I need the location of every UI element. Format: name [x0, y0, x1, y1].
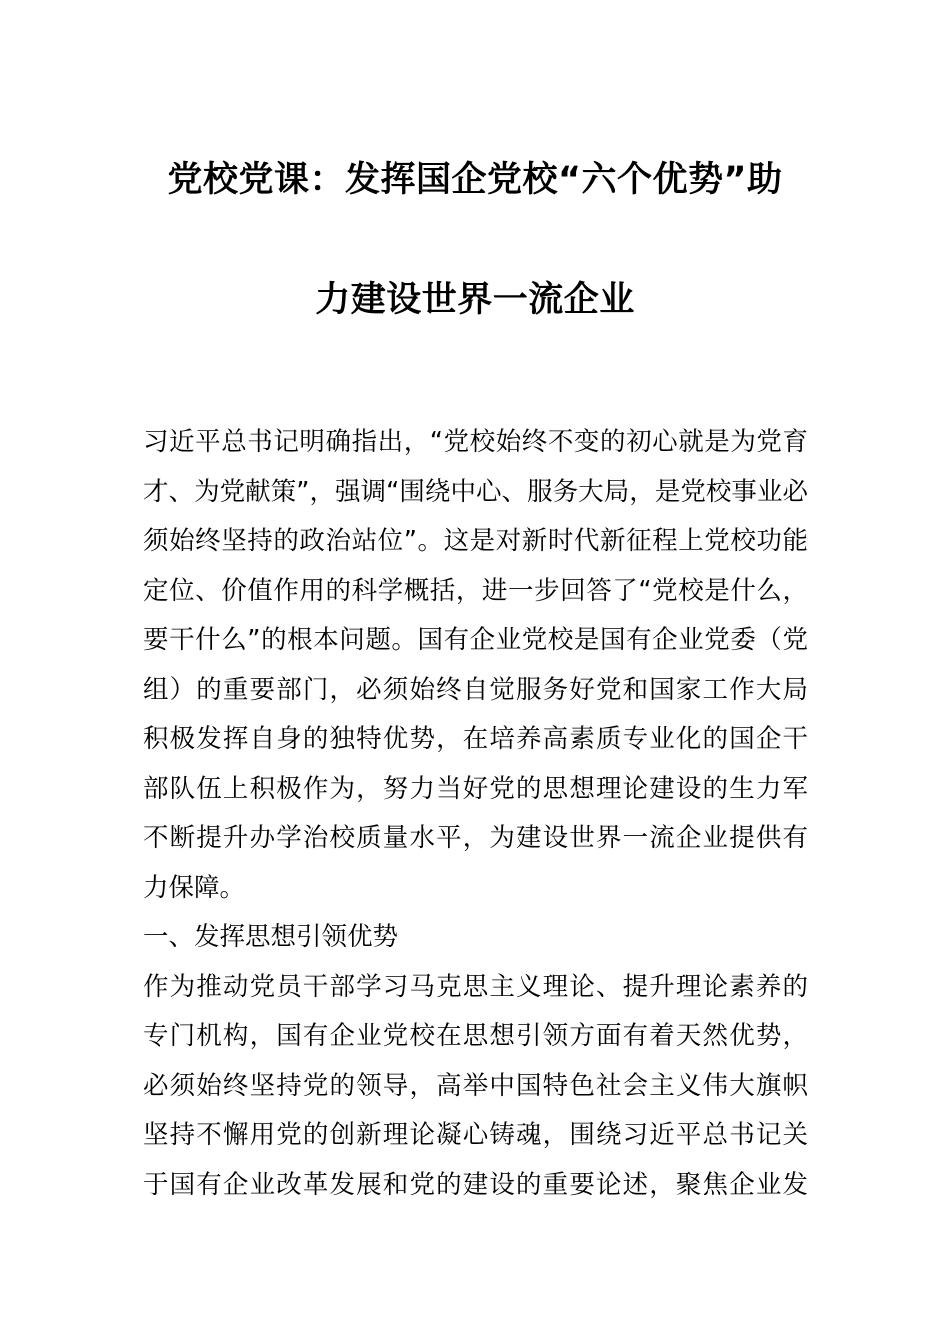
body-line: 定位、价值作用的科学概括，进一步回答了“党校是什么，	[143, 575, 808, 606]
body-line: 专门机构，国有企业党校在思想引领方面有着天然优势，	[143, 1021, 808, 1051]
body-line: 力保障。	[143, 872, 246, 903]
body-line: 不断提升办学治校质量水平，为建设世界一流企业提供有	[143, 823, 808, 853]
document-title-line-1: 党校党课：发挥国企党校“六个优势”助	[167, 160, 783, 200]
body-line: 才、为党献策”，强调“围绕中心、服务大局，是党校事业必	[143, 476, 808, 507]
body-line: 坚持不懈用党的创新理论凝心铸魂，围绕习近平总书记关	[143, 1120, 808, 1150]
body-line: 习近平总书记明确指出，“党校始终不变的初心就是为党育	[143, 427, 808, 457]
body-line: 必须始终坚持党的领导，高举中国特色社会主义伟大旗帜	[143, 1070, 808, 1101]
body-line: 要干什么”的根本问题。国有企业党校是国有企业党委（党	[143, 625, 808, 655]
body-line: 组）的重要部门，必须始终自觉服务好党和国家工作大局	[143, 674, 808, 705]
body-line: 于国有企业改革发展和党的建设的重要论述，聚焦企业发	[143, 1169, 808, 1200]
section-heading: 一、发挥思想引领优势	[143, 922, 399, 952]
body-line: 须始终坚持的政治站位”。这是对新时代新征程上党校功能	[143, 526, 808, 556]
body-line: 部队伍上积极作为，努力当好党的思想理论建设的生力军	[143, 773, 808, 804]
body-line: 积极发挥自身的独特优势，在培养高素质专业化的国企干	[143, 724, 808, 754]
document-title-line-2: 力建设世界一流企业	[315, 280, 635, 320]
body-line: 作为推动党员干部学习马克思主义理论、提升理论素养的	[143, 971, 808, 1002]
document-body	[143, 418, 808, 1210]
